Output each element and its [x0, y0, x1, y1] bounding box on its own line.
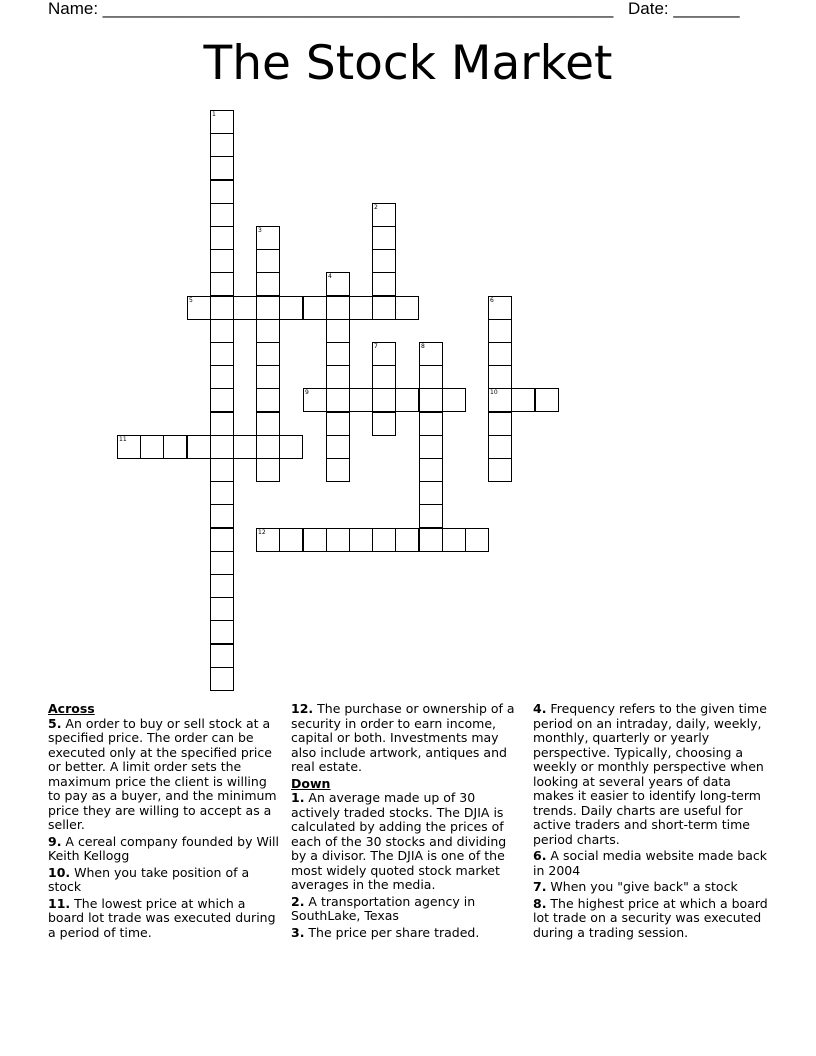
grid-cell[interactable]: [326, 412, 350, 436]
grid-cell[interactable]: [372, 412, 396, 436]
grid-cell[interactable]: [488, 388, 512, 412]
grid-cell[interactable]: [395, 528, 419, 552]
clue-down-2: 2. A transportation agency in SouthLake, Texas: [291, 893, 476, 923]
grid-cell[interactable]: [465, 528, 489, 552]
grid-cell[interactable]: [395, 296, 419, 320]
grid-cell[interactable]: [511, 388, 535, 412]
grid-cell[interactable]: [210, 133, 234, 157]
grid-cell[interactable]: [349, 528, 373, 552]
cell-number: 3: [258, 227, 262, 234]
grid-cell[interactable]: [326, 319, 350, 343]
grid-cell[interactable]: [210, 249, 234, 273]
grid-cell[interactable]: [442, 528, 466, 552]
grid-cell[interactable]: [395, 388, 419, 412]
clue-down-4: 4. Frequency refers to the given time period on an intraday, daily, weekly, monthly, quarterly or yearly perspective. Typically, choosing a weekly or monthly perspective when looking at several years of data makes it easier to identify long-term trends. Daily charts are useful for active traders and short-term time period charts.: [533, 701, 767, 847]
grid-cell[interactable]: [187, 435, 211, 459]
grid-cell[interactable]: [419, 504, 443, 528]
cell-number: 4: [328, 273, 332, 280]
grid-cell[interactable]: [210, 388, 234, 412]
grid-cell[interactable]: [210, 180, 234, 204]
grid-cell[interactable]: [279, 528, 303, 552]
grid-cell[interactable]: [233, 296, 257, 320]
grid-cell[interactable]: [256, 342, 280, 366]
grid-cell[interactable]: [279, 435, 303, 459]
grid-cell[interactable]: [326, 388, 350, 412]
grid-cell[interactable]: [326, 365, 350, 389]
clue-across-10: 10. When you take position of a stock: [48, 864, 250, 894]
cell-number: 11: [119, 436, 127, 443]
grid-cell[interactable]: [210, 458, 234, 482]
name-label: Name: ______________________________________________________: [48, 0, 614, 18]
grid-cell[interactable]: [419, 342, 443, 366]
grid-cell[interactable]: [210, 319, 234, 343]
grid-cell[interactable]: [419, 458, 443, 482]
grid-cell[interactable]: [187, 296, 211, 320]
grid-cell[interactable]: [256, 388, 280, 412]
grid-cell[interactable]: [372, 272, 396, 296]
grid-cell[interactable]: [372, 296, 396, 320]
grid-cell[interactable]: [210, 481, 234, 505]
grid-cell[interactable]: [488, 435, 512, 459]
grid-cell[interactable]: [256, 435, 280, 459]
cell-number: 5: [189, 297, 193, 304]
clue-down-6: 6. A social media website made back in 2004: [533, 848, 768, 878]
grid-cell[interactable]: [372, 388, 396, 412]
grid-cell[interactable]: [303, 528, 327, 552]
grid-cell[interactable]: [210, 156, 234, 180]
grid-cell[interactable]: [210, 412, 234, 436]
clue-down-8: 8. The highest price at which a board lot trade on a security was executed during a trading session.: [533, 895, 768, 940]
clues-column-1: [48, 702, 280, 942]
grid-cell[interactable]: [488, 296, 512, 320]
grid-cell[interactable]: [256, 528, 280, 552]
cell-number: 1: [212, 111, 216, 118]
date-label: Date: _______: [628, 0, 740, 18]
clue-down-7: 7. When you "give back" a stock: [533, 879, 738, 894]
grid-cell[interactable]: [210, 272, 234, 296]
grid-cell[interactable]: [326, 342, 350, 366]
cell-number: 8: [421, 343, 425, 350]
grid-cell[interactable]: [372, 528, 396, 552]
grid-cell[interactable]: [326, 272, 350, 296]
grid-cell[interactable]: [210, 226, 234, 250]
clue-across-9: 9. A cereal company founded by Will Keith Kellogg: [48, 833, 279, 863]
grid-cell[interactable]: [488, 412, 512, 436]
clue-down-3: 3. The price per share traded.: [291, 924, 480, 940]
grid-cell[interactable]: [349, 388, 373, 412]
grid-cell[interactable]: [210, 667, 234, 691]
grid-cell[interactable]: [419, 412, 443, 436]
grid-cell[interactable]: [419, 388, 443, 412]
grid-cell[interactable]: [372, 226, 396, 250]
grid-cell[interactable]: [326, 435, 350, 459]
grid-cell[interactable]: [326, 458, 350, 482]
grid-cell[interactable]: [488, 365, 512, 389]
grid-cell[interactable]: [256, 365, 280, 389]
grid-cell[interactable]: [233, 435, 257, 459]
grid-cell[interactable]: [535, 388, 559, 412]
cell-number: 6: [490, 297, 494, 304]
grid-cell[interactable]: [488, 319, 512, 343]
grid-cell[interactable]: [210, 504, 234, 528]
grid-cell[interactable]: [210, 620, 234, 644]
grid-cell[interactable]: [256, 458, 280, 482]
grid-cell[interactable]: [210, 528, 234, 552]
clues-column-3: [533, 702, 769, 942]
cell-number: 7: [374, 343, 378, 350]
grid-cell[interactable]: [488, 458, 512, 482]
grid-cell[interactable]: [419, 528, 443, 552]
cell-number: 12: [258, 529, 266, 536]
grid-cell[interactable]: [210, 597, 234, 621]
grid-cell[interactable]: [210, 574, 234, 598]
grid-cell[interactable]: [256, 226, 280, 250]
cell-number: 9: [305, 389, 309, 396]
cell-number: 10: [490, 389, 498, 396]
grid-cell[interactable]: [256, 412, 280, 436]
grid-cell[interactable]: [372, 342, 396, 366]
grid-cell[interactable]: [210, 110, 234, 134]
grid-cell[interactable]: [256, 272, 280, 296]
clues-column-2: [291, 702, 523, 942]
grid-cell[interactable]: [372, 365, 396, 389]
grid-cell[interactable]: [303, 296, 327, 320]
grid-cell[interactable]: [372, 203, 396, 227]
clue-across-5: 5. An order to buy or sell stock at a specified price. The order can be executed only at the specified price or better. A limit order sets the maximum price the client is willing to pay as a buyer, and the minimum price they are willing to accept as a seller.: [48, 715, 277, 832]
grid-cell[interactable]: [210, 296, 234, 320]
grid-cell[interactable]: [256, 249, 280, 273]
grid-cell[interactable]: [210, 342, 234, 366]
grid-cell[interactable]: [256, 296, 280, 320]
grid-cell[interactable]: [349, 296, 373, 320]
clue-down-1: 1. An average made up of 30 actively traded stocks. The DJIA is calculated by adding the prices of each of the 30 stocks and dividing by a divisor. The DJIA is one of the most widely quoted stock market averages in the media.: [291, 790, 507, 892]
grid-cell[interactable]: [488, 342, 512, 366]
grid-cell[interactable]: [372, 249, 396, 273]
grid-cell[interactable]: [326, 528, 350, 552]
down-heading: Down: [291, 775, 331, 791]
grid-cell[interactable]: [419, 435, 443, 459]
grid-cell[interactable]: [419, 481, 443, 505]
grid-cell[interactable]: [419, 365, 443, 389]
grid-cell[interactable]: [210, 644, 234, 668]
grid-cell[interactable]: [163, 435, 187, 459]
grid-cell[interactable]: [140, 435, 164, 459]
cell-number: 2: [374, 204, 378, 211]
page-title: The Stock Market: [203, 36, 613, 91]
grid-cell[interactable]: [210, 365, 234, 389]
grid-cell[interactable]: [210, 435, 234, 459]
grid-cell[interactable]: [210, 203, 234, 227]
grid-cell[interactable]: [442, 388, 466, 412]
grid-cell[interactable]: [117, 435, 141, 459]
grid-cell[interactable]: [326, 296, 350, 320]
clue-across-11: 11. The lowest price at which a board lot trade was executed during a period of time.: [48, 895, 276, 940]
grid-cell[interactable]: [210, 551, 234, 575]
across-heading: Across: [48, 701, 95, 716]
clue-across-12: 12. The purchase or ownership of a security in order to earn income, capital or both. Investments may also include artwork, antiques and real estate.: [291, 701, 515, 774]
grid-cell[interactable]: [256, 319, 280, 343]
grid-cell[interactable]: [303, 388, 327, 412]
grid-cell[interactable]: [279, 296, 303, 320]
